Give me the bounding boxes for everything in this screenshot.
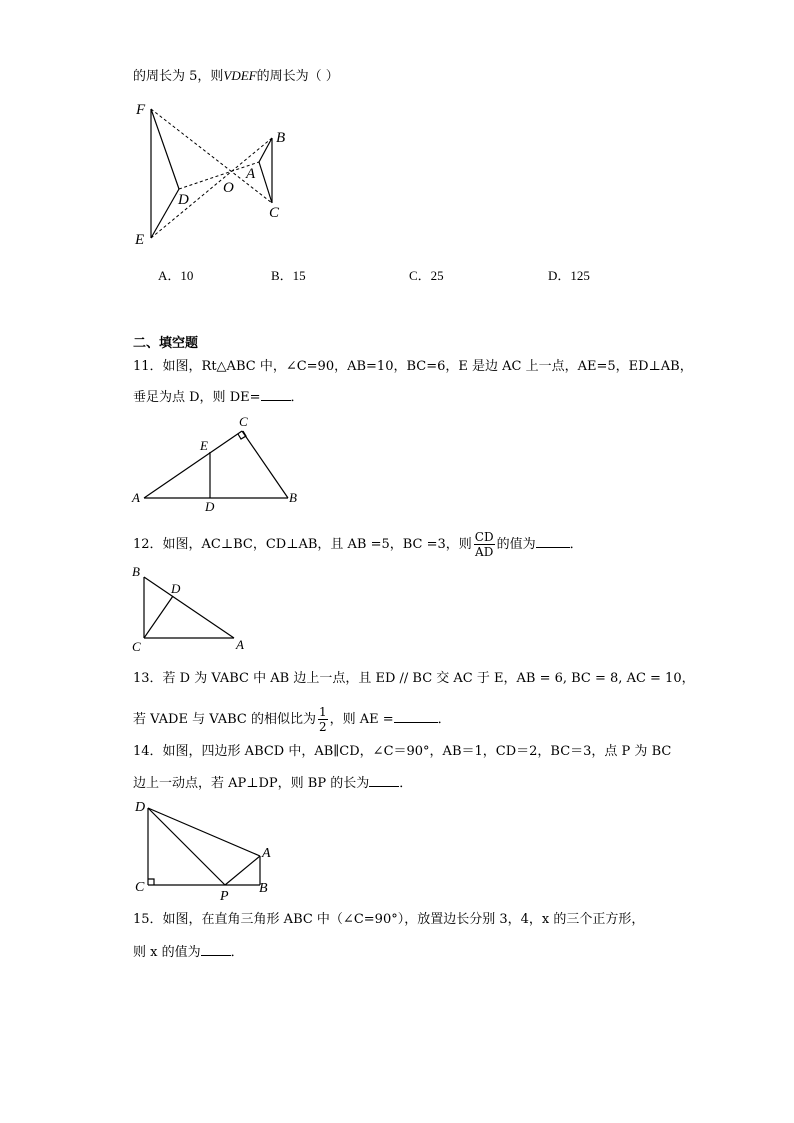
q11-figure bbox=[128, 412, 308, 516]
q12-answer-blank[interactable] bbox=[536, 535, 570, 548]
q14-right-angle-mark bbox=[148, 879, 154, 885]
q10-label-o: O bbox=[223, 180, 234, 196]
q11-label-a: A bbox=[132, 490, 140, 505]
q14-label-d: D bbox=[135, 800, 146, 815]
q11-label-c: C bbox=[239, 414, 248, 429]
q12-label-a: A bbox=[236, 637, 244, 652]
q10-dash-fc bbox=[151, 109, 272, 203]
q10-label-b: B bbox=[276, 130, 286, 146]
q11-line-2-text: 垂足为点 D，则 DE= bbox=[133, 390, 261, 405]
q10-label-f: F bbox=[136, 102, 146, 118]
q15-line-2 bbox=[133, 943, 244, 962]
q14-line-2 bbox=[133, 774, 412, 793]
q14-label-a: A bbox=[262, 846, 271, 861]
q14-answer-blank[interactable] bbox=[369, 774, 399, 787]
q14-label-c: C bbox=[135, 880, 145, 895]
q10-label-c: C bbox=[269, 205, 280, 221]
q10-segment-fd bbox=[151, 109, 179, 189]
q10-segment-ba bbox=[259, 138, 272, 162]
q13-line-1: 13．若 D 为 VABC 中 AB 边上一点，且 ED // BC 交 AC 于 E，AB = 6, BC = 8, AC = 10， bbox=[133, 671, 695, 686]
q14-line-2-text: 边上一动点，若 AP⊥DP，则 BP 的长为 bbox=[133, 776, 370, 791]
q10-stem bbox=[133, 67, 339, 86]
q14-figure bbox=[128, 796, 288, 904]
q13-fraction-denominator: 2 bbox=[318, 720, 327, 734]
q12-segment-ba bbox=[144, 577, 234, 638]
q12-label-d: D bbox=[171, 581, 181, 596]
q12-label-c: C bbox=[132, 639, 141, 654]
q10-figure bbox=[128, 98, 298, 248]
q11-segment-ac bbox=[144, 431, 242, 498]
q15-line-2-end: ． bbox=[230, 945, 244, 960]
q13-fraction-numerator: 1 bbox=[318, 705, 327, 719]
q12-segment-cd bbox=[144, 596, 173, 638]
q14-segment-dp bbox=[148, 808, 225, 885]
q12-figure bbox=[128, 562, 258, 656]
q11-answer-blank[interactable] bbox=[261, 388, 291, 401]
q15-line-2-text: 则 x 的值为 bbox=[133, 945, 201, 960]
q10-segment-ed bbox=[151, 189, 179, 238]
q12-text-a: 12．如图，AC⊥BC，CD⊥AB，且 AB =5，BC =3，则 bbox=[133, 537, 472, 552]
q10-option-a[interactable]: A．10 bbox=[158, 268, 194, 283]
q10-option-d[interactable]: D．125 bbox=[548, 268, 590, 283]
q12-fraction bbox=[474, 530, 495, 559]
q15-answer-blank[interactable] bbox=[201, 943, 231, 956]
q10-triangle-name: VDEF bbox=[223, 68, 257, 83]
q11-line-2-end: ． bbox=[290, 390, 304, 405]
q12-fraction-numerator: CD bbox=[474, 530, 494, 544]
q13-line-2-end: ． bbox=[437, 712, 451, 727]
q10-label-e: E bbox=[135, 232, 145, 248]
q10-option-c[interactable]: C．25 bbox=[409, 268, 444, 283]
q11-line-2 bbox=[133, 388, 304, 407]
q14-label-p: P bbox=[220, 889, 229, 904]
q11-label-e: E bbox=[200, 438, 208, 453]
q14-line-2-end: ． bbox=[399, 776, 413, 791]
q10-segment-ca bbox=[259, 162, 272, 203]
q10-label-d: D bbox=[178, 192, 189, 208]
q13-line-2-text-b: ，则 AE = bbox=[329, 712, 394, 727]
q12-label-b: B bbox=[132, 564, 140, 579]
q10-dash-eb bbox=[151, 138, 272, 238]
q13-line-2 bbox=[133, 705, 451, 734]
q11-label-b: B bbox=[289, 490, 297, 505]
q11-segment-cb bbox=[242, 431, 288, 498]
q12-line bbox=[133, 530, 583, 559]
q10-stem-part-a: 的周长为 5，则 bbox=[133, 69, 224, 84]
q10-option-b[interactable]: B．15 bbox=[271, 268, 306, 283]
q14-label-b: B bbox=[259, 881, 268, 896]
q14-segment-da bbox=[148, 808, 260, 856]
q14-segment-pa bbox=[225, 856, 260, 885]
q15-line-1: 15．如图，在直角三角形 ABC 中（∠C=90°），放置边长分别 3，4，x 的三个正方形， bbox=[133, 912, 645, 927]
q10-stem-part-b: 的周长为（ ） bbox=[256, 69, 339, 84]
q12-fraction-denominator: AD bbox=[475, 545, 494, 559]
q12-text-c: ． bbox=[569, 537, 583, 552]
q13-answer-blank[interactable] bbox=[394, 710, 438, 723]
q14-line-1: 14．如图，四边形 ABCD 中，AB∥CD，∠C＝90°，AB＝1，CD＝2，BC＝3，点 P 为 BC bbox=[133, 744, 672, 759]
q13-fraction bbox=[318, 705, 328, 734]
section-heading: 二、填空题 bbox=[133, 336, 199, 351]
q12-text-b: 的值为 bbox=[496, 537, 536, 552]
q11-label-d: D bbox=[205, 499, 215, 514]
q13-line-2-text-a: 若 VADE 与 VABC 的相似比为 bbox=[133, 712, 316, 727]
q10-label-a: A bbox=[246, 166, 256, 182]
q11-line-1: 11．如图，Rt△ABC 中，∠C=90，AB=10，BC=6，E 是边 AC 上一点，AE=5，ED⊥AB， bbox=[133, 359, 693, 374]
